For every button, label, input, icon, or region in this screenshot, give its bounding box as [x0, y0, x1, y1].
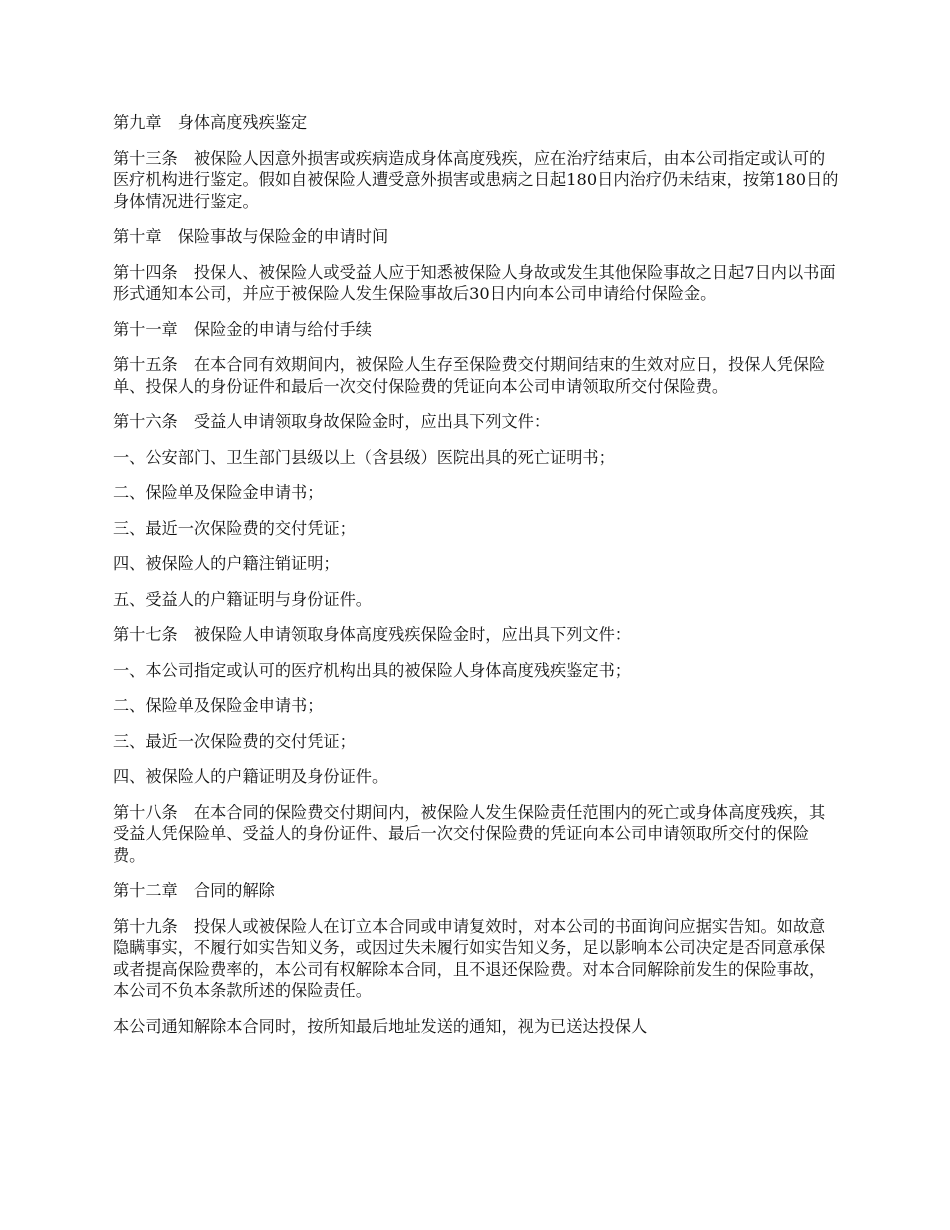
list-item: 五、受益人的户籍证明与身份证件。: [113, 589, 372, 609]
chapter-heading-9: 第九章 身体高度残疾鉴定: [113, 113, 308, 132]
article-14: 第十四条 投保人、被保险人或受益人应于知悉被保险人身故或发生其他保险事故之日起7日内以书面形式通知本公司，并应于被保险人发生保险事故后30日内向本公司申请给付保险金。: [113, 262, 836, 303]
article-18: 第十八条 在本合同的保险费交付期间内，被保险人发生保险责任范围内的死亡或身体高度残疾，其受益人凭保险单、受益人的身份证件、最后一次交付保险费的凭证向本公司申请领取所交付的保险费。: [113, 802, 826, 865]
chapter-heading-11: 第十一章 保险金的申请与给付手续: [113, 319, 372, 339]
list-item: 四、被保险人的户籍证明及身份证件。: [113, 767, 389, 786]
article-15: 第十五条 在本合同有效期间内，被保险人生存至保险费交付期间结束的生效对应日，投保人凭保险单、投保人的身份证件和最后一次交付保险费的凭证向本公司申请领取所交付保险费。: [113, 355, 826, 396]
list-item: 二、保险单及保险金申请书；: [113, 696, 324, 715]
article-17: 第十七条 被保险人申请领取身体高度残疾保险金时，应出具下列文件：: [113, 625, 631, 644]
list-item: 四、被保险人的户籍注销证明；: [113, 554, 340, 573]
article-19: 第十九条 投保人或被保险人在订立本合同或申请复效时，对本公司的书面询问应据实告知。如故意隐瞒事实，不履行如实告知义务，或因过失未履行如实告知义务，足以影响本公司决定是否同意承保或者提高保险费率的，本公司有权解除本合同，且不退还保险费。对本合同解除前发生的保险事故，本公司不负本条款所述的保险责任。: [113, 916, 826, 1000]
article-13: 第十三条 被保险人因意外损害或疾病造成身体高度残疾，应在治疗结束后，由本公司指定或认可的医疗机构进行鉴定。假如自被保险人遭受意外损害或患病之日起180日内治疗仍未结束，按第180日的身体情况进行鉴定。: [113, 148, 839, 211]
article-16: 第十六条 受益人申请领取身故保险金时，应出具下列文件：: [113, 412, 551, 431]
chapter-heading-12: 第十二章 合同的解除: [113, 881, 275, 900]
list-item: 一、本公司指定或认可的医疗机构出具的被保险人身体高度残疾鉴定书；: [113, 660, 631, 680]
list-item: 二、保险单及保险金申请书；: [113, 483, 324, 502]
paragraph: 本公司通知解除本合同时，按所知最后地址发送的通知，视为已送达投保人: [113, 1016, 648, 1036]
list-item: 一、公安部门、卫生部门县级以上（含县级）医院出具的死亡证明书；: [113, 447, 615, 467]
chapter-heading-10: 第十章 保险事故与保险金的申请时间: [113, 227, 389, 246]
list-item: 三、最近一次保险费的交付凭证；: [113, 731, 356, 751]
list-item: 三、最近一次保险费的交付凭证；: [113, 518, 356, 538]
document-body: [113, 112, 841, 1051]
